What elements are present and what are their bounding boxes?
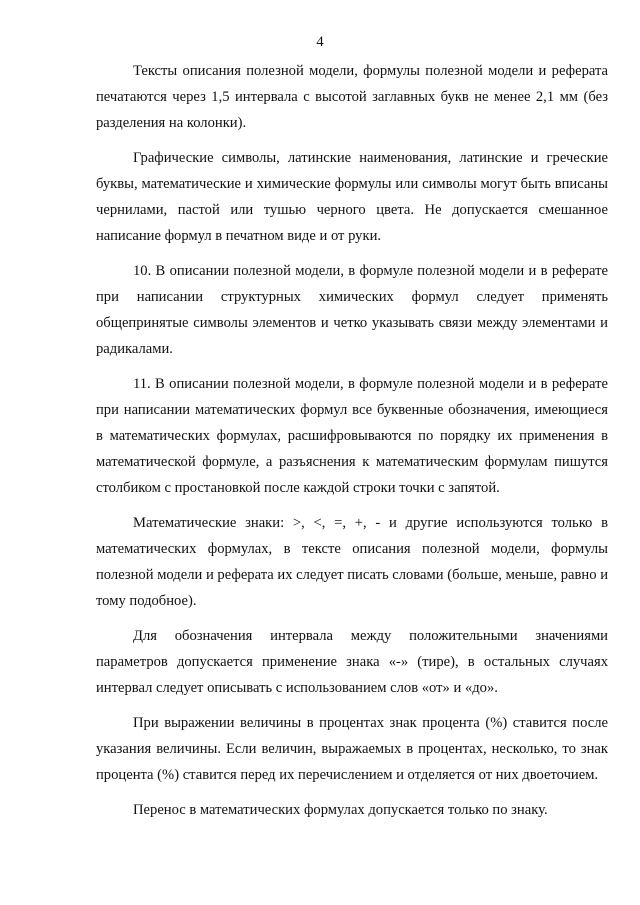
paragraph-item-10-chemical-formulas: 10. В описании полезной модели, в формуле полезной модели и в реферате при написании структурных химических формул следует применять общепринятые символы элементов и четко указывать связи между элементами и радикалами. — [96, 262, 608, 358]
body-text — [96, 58, 608, 823]
paragraph-interval-notation: Для обозначения интервала между положительными значениями параметров допускается применение знака «-» (тире), в остальных случаях интервал следует описывать с использованием слов «от» и «до». — [96, 627, 608, 697]
paragraph-math-signs: Математические знаки: >, <, =, +, - и другие используются только в математических формулах, в тексте описания полезной модели, формулы полезной модели и реферата их следует писать словами (больше, меньше, равно и тому подобное). — [96, 514, 608, 610]
paragraph-percent-sign: При выражении величины в процентах знак процента (%) ставится после указания величины. Если величин, выражаемых в процентах, несколько, то знак процента (%) ставится перед их перечислением и отделяется от них двоеточием. — [96, 714, 608, 783]
paragraph-text-formatting: Тексты описания полезной модели, формулы полезной модели и реферата печатаются через 1,5 интервала с высотой заглавных букв не менее 2,1 мм (без разделения на колонки). — [96, 63, 608, 132]
paragraph-graphic-symbols: Графические символы, латинские наименования, латинские и греческие буквы, математические и химические формулы или символы могут быть вписаны чернилами, пастой или тушью черного цвета. Не допускается смешанное написание формул в печатном виде и от руки. — [96, 149, 608, 245]
page-number: 4 — [316, 34, 324, 50]
paragraph-item-11-math-formulas: 11. В описании полезной модели, в формуле полезной модели и в реферате при написании математических формул все буквенные обозначения, имеющиеся в математических формулах, расшифровываются по порядку их применения в математической формуле, а разъяснения к математическим формулам пишутся столбиком с простановкой после каждой строки точки с запятой. — [96, 375, 608, 497]
paragraph-formula-hyphenation: Перенос в математических формулах допускается только по знаку. — [133, 801, 548, 818]
